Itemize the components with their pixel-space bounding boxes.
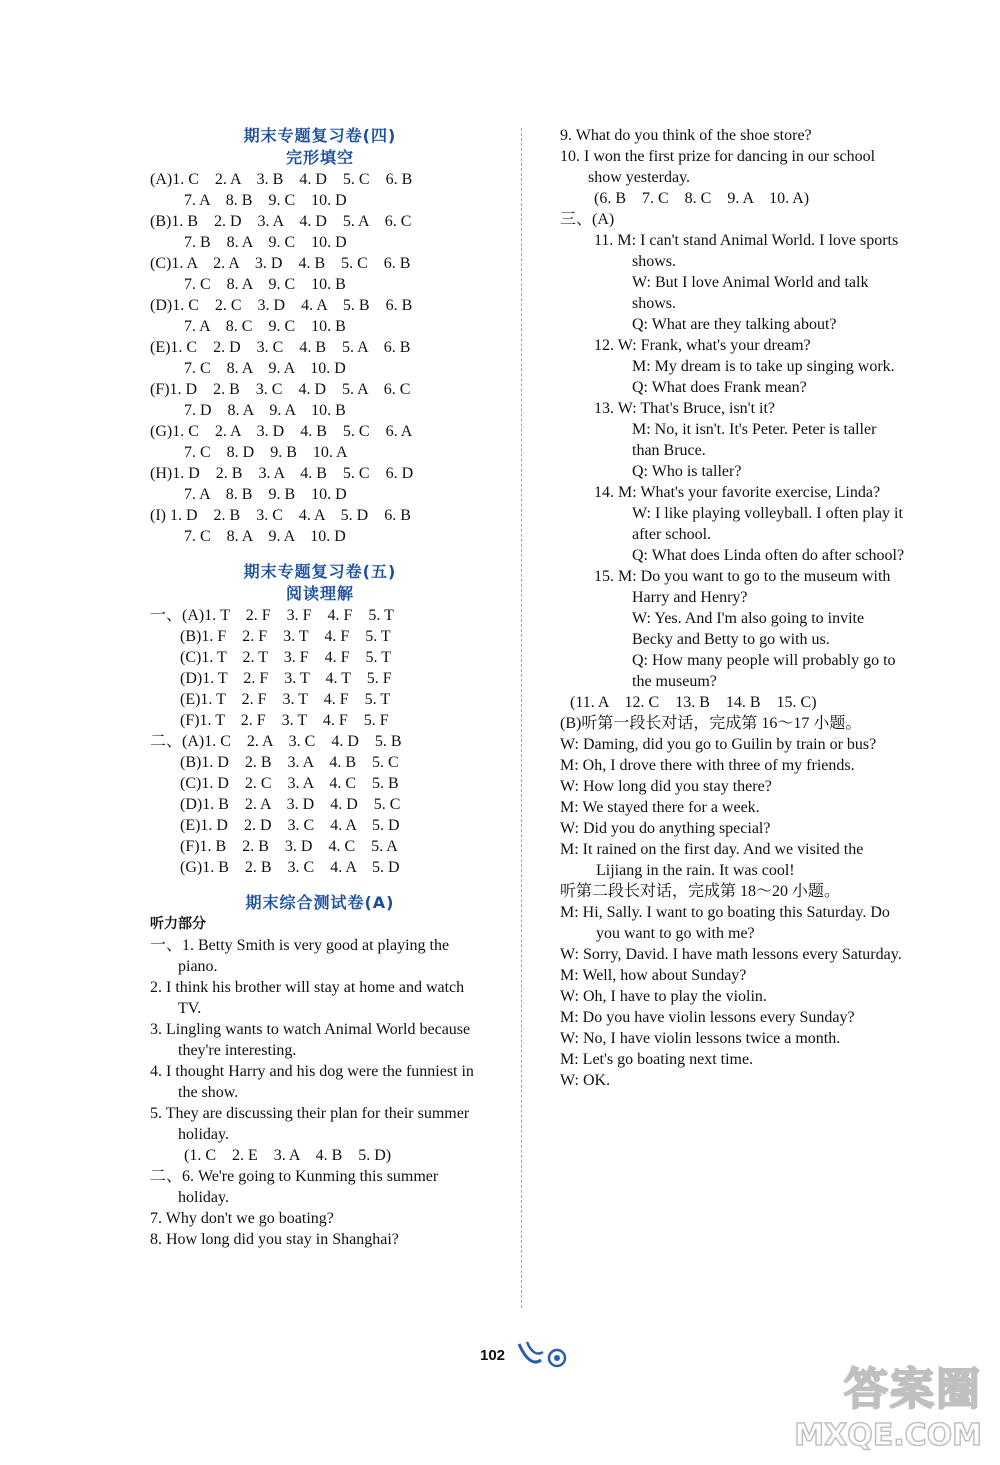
answer-row: (G)1. C 2. A 3. D 4. B 5. C 6. A	[150, 423, 413, 440]
answer-row: 7. A 8. B 9. C 10. D	[184, 192, 347, 209]
answer-row: 7. C 8. A 9. A 10. D	[184, 360, 346, 377]
listening-line: 一、1. Betty Smith is very good at playing the piano.	[150, 937, 450, 975]
listening-line: 8. How long did you stay in Shanghai?	[150, 1231, 399, 1248]
dialog-line: W: How long did you stay there?	[560, 778, 772, 795]
section-intro: (B)听第一段长对话，完成第 16～17 小题。	[560, 715, 862, 732]
dialog-line: Q: What does Linda often do after school?	[632, 547, 905, 564]
watermark-logo: 答案圈	[844, 1364, 982, 1415]
answer-row: 7. C 8. A 9. A 10. D	[184, 528, 346, 545]
section-subtitle: 完形填空	[285, 148, 354, 167]
answer-row: (G)1. B 2. B 3. C 4. A 5. D	[180, 859, 400, 876]
dialog-line: W: Daming, did you go to Guilin by train or bus?	[560, 736, 877, 753]
dialog-line: 12. W: Frank, what's your dream?	[594, 337, 811, 354]
answer-row: (1. C 2. E 3. A 4. B 5. D)	[184, 1147, 392, 1164]
dialog-line: M: No, it isn't. It's Peter. Peter is taller than Bruce.	[632, 421, 877, 459]
answer-row: (D)1. C 2. C 3. D 4. A 5. B 6. B	[150, 297, 413, 314]
swirl-icon	[515, 1338, 575, 1370]
answer-row: (E)1. T 2. F 3. T 4. F 5. T	[180, 691, 391, 708]
dialog-line: W: OK.	[560, 1072, 611, 1089]
answer-row: (C)1. D 2. C 3. A 4. C 5. B	[180, 775, 399, 792]
section-intro: 听第二段长对话，完成第 18～20 小题。	[560, 883, 841, 900]
answer-row: (D)1. B 2. A 3. D 4. D 5. C	[180, 796, 401, 813]
dialog-line: W: No, I have violin lessons twice a month.	[560, 1030, 841, 1047]
dialog-line: Q: What are they talking about?	[632, 316, 837, 333]
answer-row: 一、(A)1. T 2. F 3. F 4. F 5. T	[150, 607, 394, 624]
answer-row: (F)1. D 2. B 3. C 4. D 5. A 6. C	[150, 381, 411, 398]
answer-row: (I) 1. D 2. B 3. C 4. A 5. D 6. B	[150, 507, 411, 524]
answer-row: 7. A 8. C 9. C 10. B	[184, 318, 346, 335]
section-5	[150, 561, 490, 878]
section-heading: 三、(A)	[560, 211, 615, 228]
answer-row: (F)1. B 2. B 3. D 4. C 5. A	[180, 838, 398, 855]
dialog-line: W: But I love Animal World and talk shows.	[632, 274, 869, 312]
answer-row: 7. C 8. A 9. C 10. B	[184, 276, 346, 293]
listening-line: 9. What do you think of the shoe store?	[560, 127, 812, 144]
answer-row: 二、(A)1. C 2. A 3. C 4. D 5. B	[150, 733, 402, 750]
page-number: 102	[480, 1347, 506, 1364]
answer-row: (6. B 7. C 8. C 9. A 10. A)	[594, 190, 810, 207]
section-a	[150, 892, 490, 1250]
section-4	[150, 125, 490, 547]
answer-row: (11. A 12. C 13. B 14. B 15. C)	[570, 694, 817, 711]
answer-row: (C)1. A 2. A 3. D 4. B 5. C 6. B	[150, 255, 411, 272]
dialog-line: 13. W: That's Bruce, isn't it?	[594, 400, 775, 417]
answer-row: (H)1. D 2. B 3. A 4. B 5. C 6. D	[150, 465, 414, 482]
dialog-line: Q: What does Frank mean?	[632, 379, 807, 396]
dialog-line: 11. M: I can't stand Animal World. I love sports shows.	[594, 232, 899, 270]
answer-row: (B)1. F 2. F 3. T 4. F 5. T	[180, 628, 391, 645]
answer-row: (D)1. T 2. F 3. T 4. T 5. F	[180, 670, 392, 687]
listening-line: 3. Lingling wants to watch Animal World because they're interesting.	[150, 1021, 471, 1059]
dialog-line: M: Do you have violin lessons every Sunday?	[560, 1009, 855, 1026]
dialog-line: Q: How many people will probably go to the museum?	[632, 652, 896, 690]
section-title: 期末综合测试卷(A)	[245, 893, 395, 912]
answer-row: (C)1. T 2. T 3. F 4. F 5. T	[180, 649, 391, 666]
answer-row: (E)1. C 2. D 3. C 4. B 5. A 6. B	[150, 339, 411, 356]
column-divider	[521, 128, 522, 1308]
answer-row: (B)1. B 2. D 3. A 4. D 5. A 6. C	[150, 213, 412, 230]
dialog-line: W: Yes. And I'm also going to invite Becky and Betty to go with us.	[632, 610, 865, 648]
answer-row: 7. C 8. D 9. B 10. A	[184, 444, 348, 461]
answer-row: 7. B 8. A 9. C 10. D	[184, 234, 347, 251]
dialog-line: M: Well, how about Sunday?	[560, 967, 747, 984]
answer-row: (F)1. T 2. F 3. T 4. F 5. F	[180, 712, 389, 729]
listening-line: 4. I thought Harry and his dog were the funniest in the show.	[150, 1063, 474, 1101]
listening-line: 5. They are discussing their plan for their summer holiday.	[150, 1105, 470, 1143]
answer-row: 7. A 8. B 9. B 10. D	[184, 486, 347, 503]
dialog-line: M: It rained on the first day. And we visited the Lijiang in the rain. It was cool!	[560, 841, 864, 879]
watermark	[792, 1353, 982, 1453]
dialog-line: W: I like playing volleyball. I often play it after school.	[632, 505, 903, 543]
answer-row: 7. D 8. A 9. A 10. B	[184, 402, 346, 419]
dialog-line: 14. M: What's your favorite exercise, Linda?	[594, 484, 881, 501]
section-heading: 听力部分	[150, 916, 206, 932]
watermark-url: MXQE.COM	[794, 1418, 982, 1453]
dialog-line: W: Did you do anything special?	[560, 820, 771, 837]
answer-row: (E)1. D 2. D 3. C 4. A 5. D	[180, 817, 400, 834]
dialog-line: 15. M: Do you want to go to the museum with Harry and Henry?	[594, 568, 891, 606]
dialog-line: W: Oh, I have to play the violin.	[560, 988, 767, 1005]
listening-line: 10. I won the first prize for dancing in our school show yesterday.	[560, 148, 876, 186]
section-title: 期末专题复习卷(四)	[243, 126, 397, 145]
answer-row: (A)1. C 2. A 3. B 4. D 5. C 6. B	[150, 171, 413, 188]
left-column	[150, 125, 490, 1250]
section-subtitle: 阅读理解	[285, 584, 354, 603]
dialog-line: M: My dream is to take up singing work.	[632, 358, 895, 375]
dialog-line: M: We stayed there for a week.	[560, 799, 760, 816]
dialog-line: Q: Who is taller?	[632, 463, 742, 480]
answer-row: (B)1. D 2. B 3. A 4. B 5. C	[180, 754, 399, 771]
listening-line: 二、6. We're going to Kunming this summer holiday.	[150, 1168, 439, 1206]
listening-line: 7. Why don't we go boating?	[150, 1210, 334, 1227]
listening-line: 2. I think his brother will stay at home and watch TV.	[150, 979, 465, 1017]
dialog-line: M: Hi, Sally. I want to go boating this Saturday. Do you want to go with me?	[560, 904, 890, 942]
right-column	[560, 125, 905, 1091]
dialog-line: W: Sorry, David. I have math lessons every Saturday.	[560, 946, 902, 963]
dialog-line: M: Oh, I drove there with three of my friends.	[560, 757, 855, 774]
section-title: 期末专题复习卷(五)	[243, 562, 397, 581]
dialog-line: M: Let's go boating next time.	[560, 1051, 754, 1068]
